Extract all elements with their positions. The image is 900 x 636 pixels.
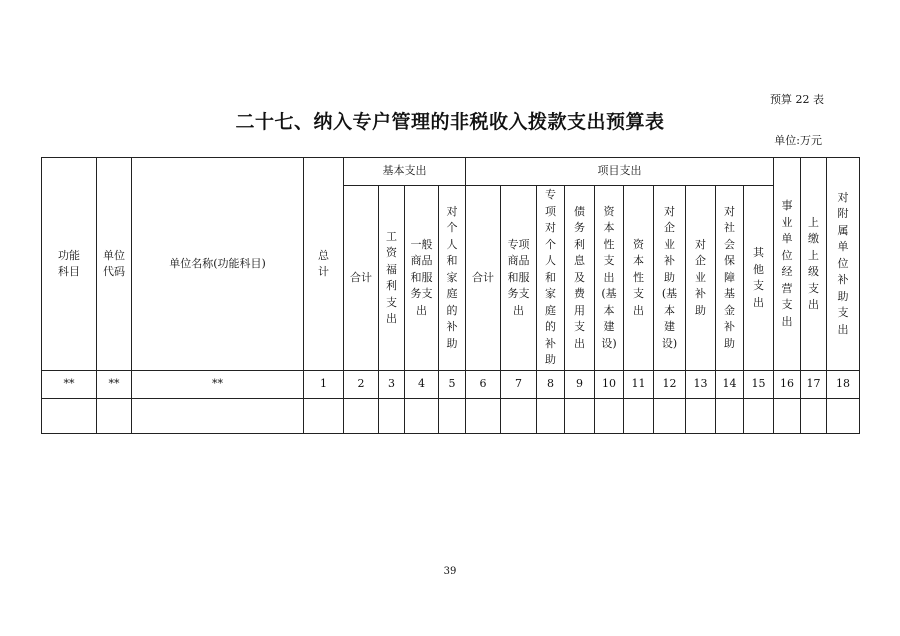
empty-cell xyxy=(304,399,344,434)
number-cell: 15 xyxy=(744,371,774,399)
header-project-personal: 专 项 对 个 人 和 家 庭 的 补 助 xyxy=(537,186,565,371)
number-cell: 12 xyxy=(654,371,686,399)
empty-cell xyxy=(686,399,716,434)
header-debt: 债 务 利 息 及 费 用 支 出 xyxy=(565,186,595,371)
number-cell: 5 xyxy=(439,371,466,399)
header-unit-code: 单位 代码 xyxy=(97,158,132,371)
unit-label: 单位:万元 xyxy=(774,134,822,147)
number-cell: 16 xyxy=(774,371,801,399)
header-project-goods: 专项 商品 和服 务支 出 xyxy=(501,186,537,371)
empty-cell xyxy=(801,399,827,434)
empty-cell xyxy=(344,399,379,434)
header-other: 其 他 支 出 xyxy=(744,186,774,371)
number-cell: 9 xyxy=(565,371,595,399)
number-cell: 11 xyxy=(624,371,654,399)
header-func-subject: 功能 科目 xyxy=(42,158,97,371)
empty-cell xyxy=(654,399,686,434)
empty-cell xyxy=(827,399,860,434)
empty-cell xyxy=(595,399,624,434)
empty-cell xyxy=(716,399,744,434)
number-cell: 2 xyxy=(344,371,379,399)
number-cell: 13 xyxy=(686,371,716,399)
number-cell: 14 xyxy=(716,371,744,399)
number-cell: 7 xyxy=(501,371,537,399)
number-cell: 6 xyxy=(466,371,501,399)
header-total: 总 计 xyxy=(304,158,344,371)
number-cell: ** xyxy=(97,371,132,399)
page-number: 39 xyxy=(443,566,457,577)
header-wage: 工 资 福 利 支 出 xyxy=(379,186,405,371)
header-unit-name: 单位名称(功能科目) xyxy=(132,158,304,371)
table-number: 预算 22 表 xyxy=(770,93,824,106)
header-basic-sum: 合计 xyxy=(344,186,379,371)
empty-cell xyxy=(132,399,304,434)
number-cell: 3 xyxy=(379,371,405,399)
page-title: 二十七、纳入专户管理的非税收入拨款支出预算表 xyxy=(235,111,665,133)
number-cell: 1 xyxy=(304,371,344,399)
header-project-expenditure: 项目支出 xyxy=(466,158,774,186)
header-personal: 对 个 人 和 家 庭 的 补 助 xyxy=(439,186,466,371)
header-operation: 事 业 单 位 经 营 支 出 xyxy=(774,158,801,371)
empty-cell xyxy=(379,399,405,434)
empty-cell xyxy=(565,399,595,434)
empty-cell xyxy=(405,399,439,434)
header-goods: 一般 商品 和服 务支 出 xyxy=(405,186,439,371)
empty-cell xyxy=(744,399,774,434)
budget-table xyxy=(41,157,860,434)
header-project-sum: 合计 xyxy=(466,186,501,371)
header-capital: 资 本 性 支 出 xyxy=(624,186,654,371)
number-cell: 4 xyxy=(405,371,439,399)
header-capital-basic: 资 本 性 支 出 (基 本 建 设) xyxy=(595,186,624,371)
empty-cell xyxy=(466,399,501,434)
empty-cell xyxy=(97,399,132,434)
empty-cell xyxy=(42,399,97,434)
header-social: 对 社 会 保 障 基 金 补 助 xyxy=(716,186,744,371)
number-cell: 18 xyxy=(827,371,860,399)
number-row xyxy=(42,371,860,399)
empty-cell xyxy=(501,399,537,434)
empty-cell xyxy=(774,399,801,434)
header-basic-expenditure: 基本支出 xyxy=(344,158,466,186)
number-cell: ** xyxy=(42,371,97,399)
header-subsidiary: 对 附 属 单 位 补 助 支 出 xyxy=(827,158,860,371)
empty-data-row xyxy=(42,399,860,434)
empty-cell xyxy=(439,399,466,434)
header-upper: 上 缴 上 级 支 出 xyxy=(801,158,827,371)
header-enterprise-basic: 对 企 业 补 助 (基 本 建 设) xyxy=(654,186,686,371)
empty-cell xyxy=(624,399,654,434)
number-cell: 10 xyxy=(595,371,624,399)
number-cell: ** xyxy=(132,371,304,399)
number-cell: 8 xyxy=(537,371,565,399)
empty-cell xyxy=(537,399,565,434)
header-enterprise: 对 企 业 补 助 xyxy=(686,186,716,371)
number-cell: 17 xyxy=(801,371,827,399)
